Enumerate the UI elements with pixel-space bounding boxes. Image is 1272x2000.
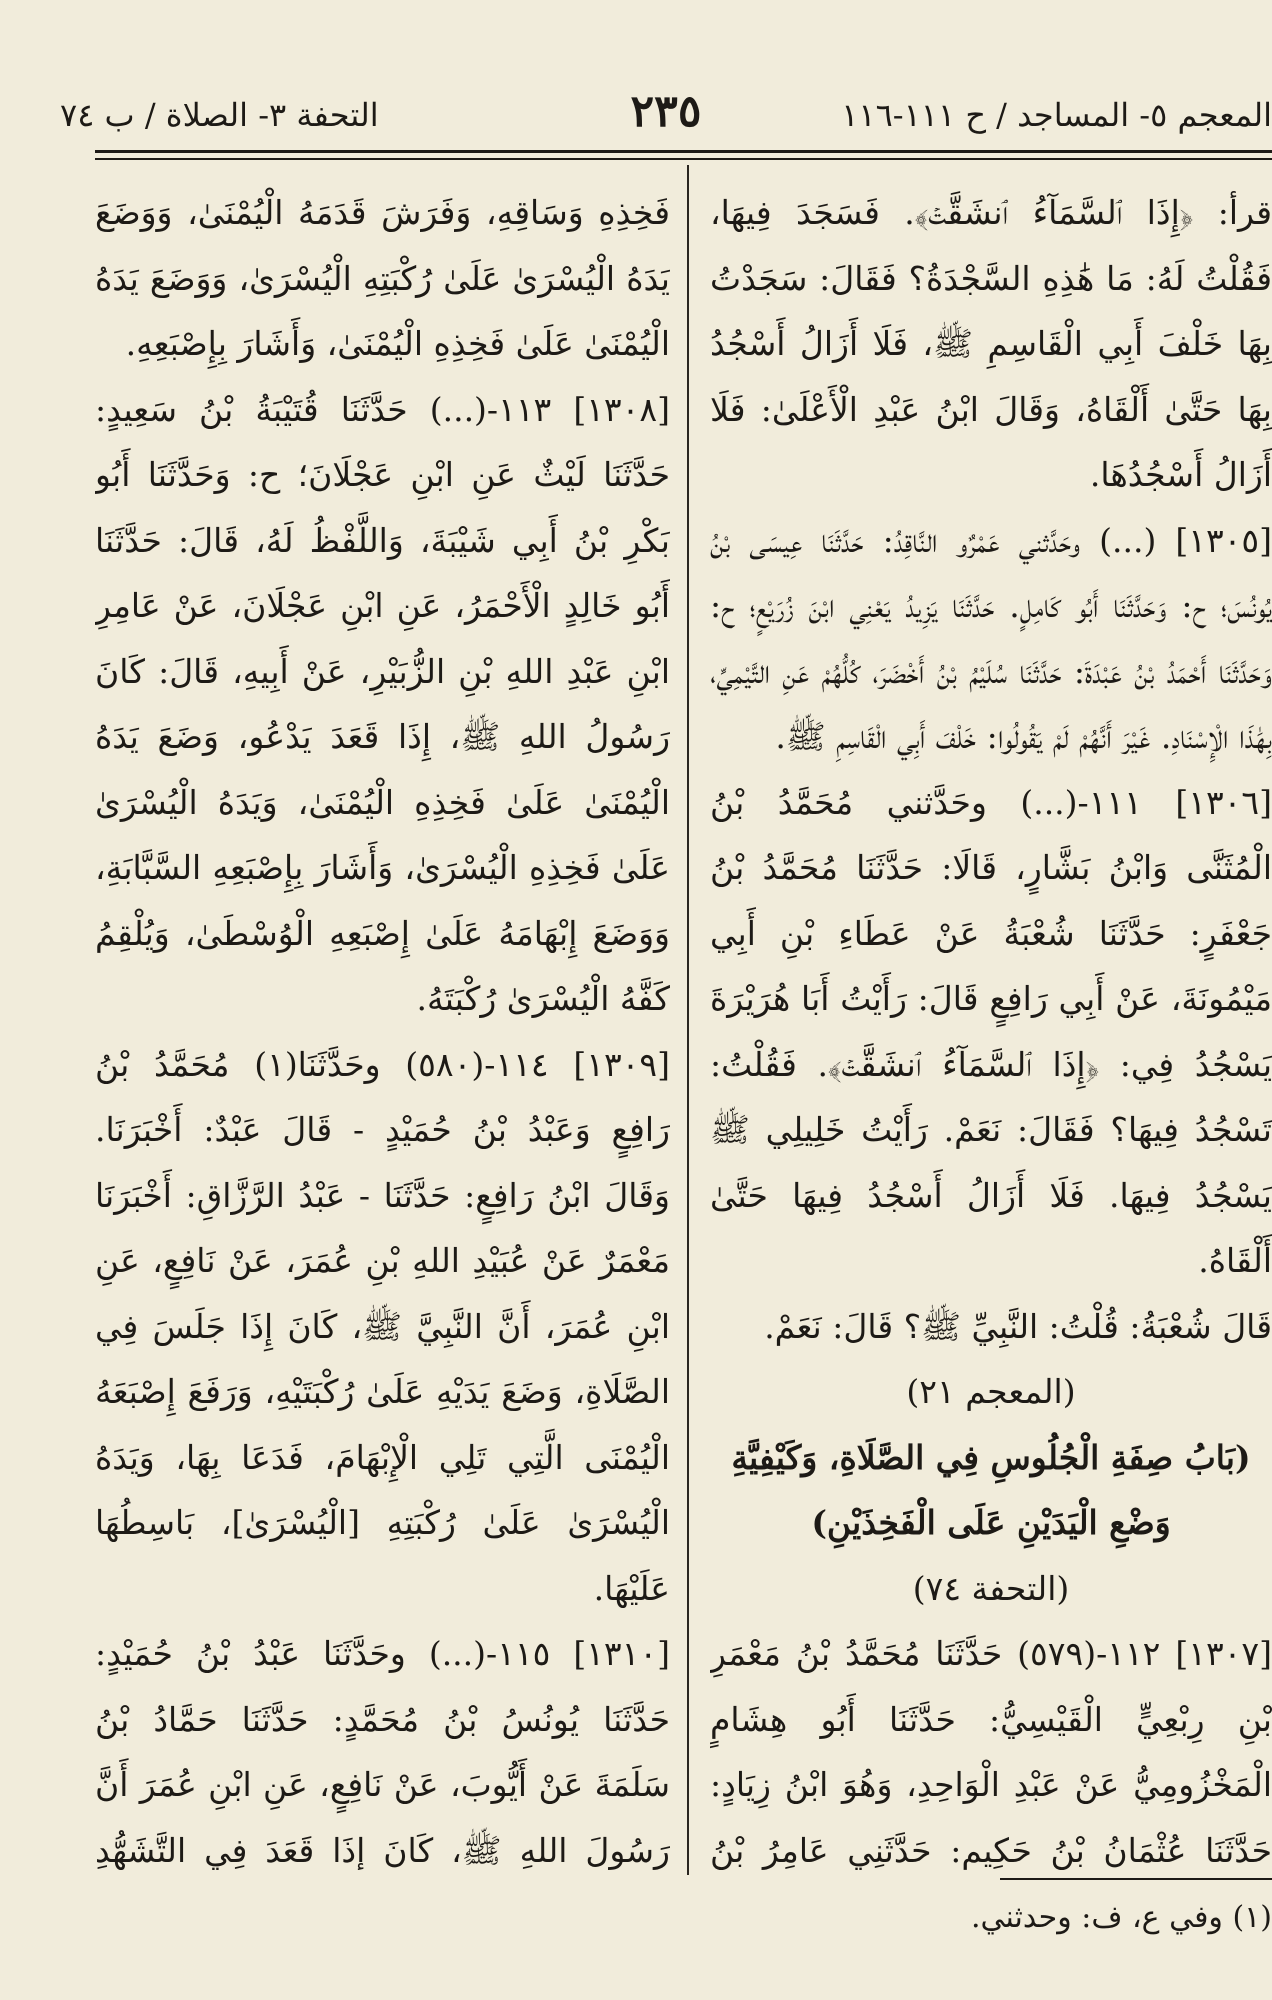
page-number: ٢٣٥ [630,86,702,137]
hadith-continuation: قرأ: ﴿إِذَا ٱلسَّمَآءُ ٱنشَقَّتۡ﴾. فَسَجَدَ فِيهَا، فَقُلْتُ لَهُ: مَا هَٰذِهِ السَّجْدَةُ؟ فَقَالَ: سَجَدْتُ بِهَا خَلْفَ أَبِي الْقَاسِمِ ﷺ، فَلَا أَزَالُ أَسْجُدُ بِهَا حَتَّىٰ أَلْقَاهُ، وَقَالَ ابْنُ عَبْدِ الْأَعْلَىٰ: فَلَا أَزَالُ أَسْجُدُهَا. [710,193,1272,494]
hadith-1307-continuation: فَخِذِهِ وَسَاقِهِ، وَفَرَشَ قَدَمَهُ الْيُمْنَىٰ، وَوَضَعَ يَدَهُ الْيُسْرَىٰ عَلَىٰ رُكْبَتِهِ الْيُسْرَىٰ، وَوَضَعَ يَدَهُ الْيُمْنَىٰ عَلَىٰ فَخِذِهِ الْيُمْنَىٰ، وَأَشَارَ بِإِصْبَعِهِ. [95,193,670,363]
hadith-1307: [١٣٠٧] ١١٢-(٥٧٩) حَدَّثَنَا مُحَمَّدُ بْنُ مَعْمَرِ بْنِ رِبْعِيٍّ الْقَيْسِيُّ: حَدَّثَنَا أَبُو هِشَامٍ الْمَخْزُومِيُّ عَنْ عَبْدِ الْوَاحِدِ، وَهُوَ ابْنُ زِيَادٍ: حَدَّثَنَا عُثْمَانُ بْنُ حَكِيمٍ: حَدَّثَنِي عَامِرُ بْنُ [710,1634,1272,1870]
column-divider [687,165,689,1875]
footnote: (١) وفي ع، ف: وحدثني. [970,1900,1272,1935]
hadith-1306: [١٣٠٦] ١١١-(...) وحَدَّثني مُحَمَّدُ بْنُ الْمُثَنَّى وَابْنُ بَشَّارٍ، قَالَا: حَدَّثَنَا مُحَمَّدُ بْنُ جَعْفَرٍ: حَدَّثَنَا شُعْبَةُ عَنْ عَطَاءِ بْنِ أَبِي مَيْمُونَةَ، عَنْ أَبِي رَافِعٍ قَالَ: رَأَيْتُ أَبَا هُرَيْرَةَ يَسْجُدُ فِي: ﴿إِذَا ٱلسَّمَآءُ ٱنشَقَّتۡ﴾. فَقُلْتُ: تَسْجُدُ فِيهَا؟ فَقَالَ: نَعَمْ. رَأَيْتُ خَلِيلِي ﷺ يَسْجُدُ فِيهَا. فَلَا أَزَالُ أَسْجُدُ فِيهَا حَتَّىٰ أَلْقَاهُ. [710,782,1272,1280]
page-header [60,86,1272,152]
right-column [710,180,1272,1870]
left-column [95,180,670,1870]
hadith-1310: [١٣١٠] ١١٥-(...) وحَدَّثَنَا عَبْدُ بْنُ حُمَيْدٍ: حَدَّثَنَا يُونُسُ بْنُ مُحَمَّدٍ: حَدَّثَنَا حَمَّادُ بْنُ سَلَمَةَ عَنْ أَيُّوبَ، عَنْ نَافِعٍ، عَنِ ابْنِ عُمَرَ أَنَّ رَسُولَ اللهِ ﷺ، كَانَ إِذَا قَعَدَ فِي التَّشَهُّدِ [95,1634,670,1870]
hadith-1308: [١٣٠٨] ١١٣-(...) حَدَّثَنَا قُتَيْبَةُ بْنُ سَعِيدٍ: حَدَّثَنَا لَيْثٌ عَنِ ابْنِ عَجْلَانَ؛ ح: وَحَدَّثَنَا أَبُو بَكْرِ بْنُ أَبِي شَيْبَةَ، وَاللَّفْظُ لَهُ، قَالَ: حَدَّثَنَا أَبُو خَالِدٍ الْأَحْمَرُ، عَنِ ابْنِ عَجْلَانَ، عَنْ عَامِرِ ابْنِ عَبْدِ اللهِ بْنِ الزُّبَيْرِ، عَنْ أَبِيهِ، قَالَ: كَانَ رَسُولُ اللهِ ﷺ، إِذَا قَعَدَ يَدْعُو، وَضَعَ يَدَهُ الْيُمْنَىٰ عَلَىٰ فَخِذِهِ الْيُمْنَىٰ، وَيَدَهُ الْيُسْرَىٰ عَلَىٰ فَخِذِهِ الْيُسْرَىٰ، وَأَشَارَ بِإِصْبَعِهِ السَّبَّابَةِ، وَوَضَعَ إِبْهَامَهُ عَلَىٰ إِصْبَعِهِ الْوُسْطَىٰ، وَيُلْقِمُ كَفَّهُ الْيُسْرَىٰ رُكْبَتَهُ. [95,389,670,1018]
header-tuhfa-ref: التحفة ٣- الصلاة / ب ٧٤ [60,96,379,134]
header-rule-thin [95,158,1272,160]
chapter-title: (بَابُ صِفَةِ الْجُلُوسِ فِي الصَّلَاةِ، وَكَيْفِيَّةِ وَضْعِ الْيَدَيْنِ عَلَى الْفَخِذَيْنِ) [731,1437,1251,1542]
chapter-ref: (المعجم ٢١) [906,1372,1076,1411]
shuba-note: قَالَ شُعْبَةُ: قُلْتُ: النَّبِيِّ ﷺ؟ قَالَ: نَعَمْ. [764,1306,1272,1346]
tuhfa-ref: (التحفة ٧٤) [912,1568,1070,1608]
header-rule-thick [95,150,1272,153]
header-chapter-ref: المعجم ٥- المساجد / ح ١١١-١١٦ [841,96,1272,134]
hadith-1305: [١٣٠٥] (...) وحَدَّثني عَمْرٌو النَّاقِدُ: حَدَّثَنَا عِيسَى بْنُ يُونُسَ؛ ح: وَحَدَّثَنَا أَبُو كَامِلٍ. حَدَّثَنَا يَزِيدُ يَعْنِي ابْنَ زُرَيْعٍ؛ ح: وَحَدَّثَنَا أَحْمَدُ بْنُ عَبْدَةَ: حَدَّثَنَا سُلَيْمُ بْنُ أَخْضَرَ، كُلُّهُمْ عَنِ التَّيْمِيِّ، بِهَٰذَا الْإِسْنَادِ. غَيْرَ أَنَّهُمْ لَمْ يَقُولُوا: خَلْفَ أَبِي الْقَاسِمِ ﷺ. [710,520,1272,756]
hadith-1309: [١٣٠٩] ١١٤-(٥٨٠) وحَدَّثَنَا(١) مُحَمَّدُ بْنُ رَافِعٍ وَعَبْدُ بْنُ حُمَيْدٍ - قَالَ عَبْدٌ: أَخْبَرَنَا. وَقَالَ ابْنُ رَافِعٍ: حَدَّثَنَا - عَبْدُ الرَّزَّاقِ: أَخْبَرَنَا مَعْمَرٌ عَنْ عُبَيْدِ اللهِ بْنِ عُمَرَ، عَنْ نَافِعٍ، عَنِ ابْنِ عُمَرَ، أَنَّ النَّبِيَّ ﷺ، كَانَ إِذَا جَلَسَ فِي الصَّلَاةِ، وَضَعَ يَدَيْهِ عَلَىٰ رُكْبَتَيْهِ، وَرَفَعَ إِصْبَعَهُ الْيُمْنَى الَّتِي تَلِي الْإِبْهَامَ، فَدَعَا بِهَا، وَيَدَهُ الْيُسْرَىٰ عَلَىٰ رُكْبَتِهِ [الْيُسْرَىٰ]، بَاسِطُهَا عَلَيْهَا. [95,1044,670,1608]
footnote-rule [1000,1878,1272,1880]
